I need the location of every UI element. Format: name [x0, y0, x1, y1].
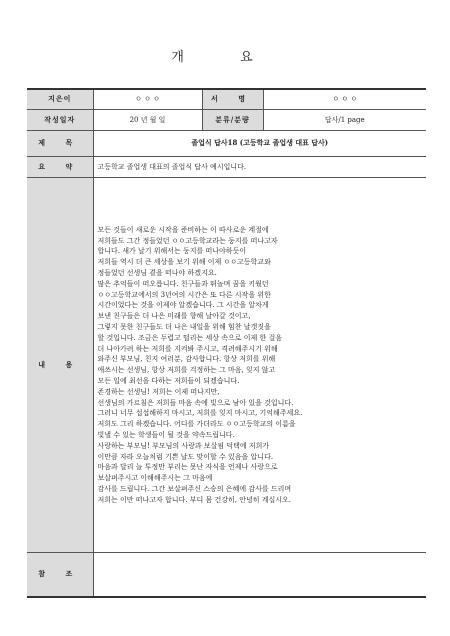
content-line: 저희들도 그간 정들었던 ㅇㅇ고등학교라는 둥지를 떠나고자 — [97, 236, 278, 245]
content-line: 선생님의 가르침은 저희들 마음 속에 빛으로 남아 있을 것입니다. — [97, 398, 294, 407]
category-value: 답사/1 page — [263, 109, 426, 130]
summary-value: 고등학교 졸업생 대표의 졸업식 답사 예시입니다. — [93, 157, 426, 178]
content-line: 빛낼 수 있는 학생들이 될 것을 약속드립니다. — [97, 430, 235, 439]
reference-label: 참 조 — [27, 552, 93, 597]
content-line: 저희는 이만 떠나고자 합니다. 부디 몸 건강히, 안녕히 계십시오. — [97, 495, 292, 504]
content-line: 이만큼 자라 오늘처럼 기쁜 날도 맞이할 수 있음을 압니다. — [97, 452, 274, 461]
content-line: 모든 것들이 새로운 시작을 준비하는 이 따사로운 계절에 — [97, 225, 269, 234]
reference-value — [93, 552, 426, 597]
subject-label: 제 목 — [27, 130, 93, 157]
content-line: 많은 추억들이 떠오릅니다. 친구들과 뛰놀며 꿈을 키웠던 — [97, 279, 269, 288]
date-value: 20 년 월 일 — [93, 109, 202, 130]
content-line: 정들었던 선생님 곁을 떠나야 하겠지요. — [97, 269, 217, 278]
name-value: ㅇ ㅇ ㅇ — [263, 89, 426, 109]
content-line: 시간이었다는 것을 이제야 알겠습니다. 그 시간을 알차게 — [97, 301, 269, 310]
content-line: 애쓰시는 선생님, 항상 저희를 걱정하는 그 마음, 잊지 않고 — [97, 366, 276, 375]
content-line: 와주신 부모님, 친지 여러분, 감사합니다. 항상 저희를 위해 — [97, 355, 276, 364]
content-line: 감사를 드립니다. 그간 보살펴주신 스승의 은혜에 감사를 드리며 — [97, 484, 292, 493]
summary-label: 요 약 — [27, 157, 93, 178]
content-lines — [98, 225, 423, 506]
subject-value: 졸업식 답사18 (고등학교 졸업생 대표 답사) — [93, 130, 426, 157]
row-date — [27, 109, 426, 130]
row-subject — [27, 130, 426, 157]
row-author — [27, 89, 426, 109]
content-line: 할 것입니다. 조금은 두렵고 떨리는 세상 속으로 이제 한 걸음 — [97, 333, 283, 342]
content-line: 합니다. 새가 날기 위해서는 둥지를 떠나야하듯이 — [97, 247, 247, 256]
content-body — [93, 178, 426, 553]
content-line: 더 나아가려 하는 저희를 지켜봐 주시고, 격려해주시기 위해 — [97, 344, 278, 353]
row-summary — [27, 157, 426, 178]
name-label: 서 명 — [202, 89, 263, 109]
content-line: ㅇㅇ고등학교에서의 3년여의 시간은 또 다른 시작을 위한 — [97, 290, 271, 299]
row-reference — [27, 552, 426, 597]
content-line: 저희도 그리 하겠습니다. 어디를 가더라도 ㅇㅇ고등학교의 이름을 — [97, 420, 296, 429]
content-label: 내 용 — [27, 178, 93, 553]
content-line: 보낸 친구들은 더 나은 미래를 향해 날아갈 것이고, — [97, 312, 251, 321]
content-line: 사랑하는 부모님! 부모님의 사랑과 보살핌 덕택에 저희가 — [97, 441, 270, 450]
content-line: 보살펴주시고 이해해주시는 그 마음에 — [97, 474, 213, 483]
category-label: 분류/분량 — [202, 109, 263, 130]
content-line: 저희들 역시 더 큰 세상을 보기 위해 이제 ㅇㅇ고등학교와 — [97, 258, 271, 267]
author-label: 지은이 — [27, 89, 93, 109]
document-title: 개 요 — [171, 50, 279, 65]
row-content — [27, 178, 426, 553]
content-line: 존경하는 선생님! 저희는 이제 떠나지만, — [97, 387, 220, 396]
content-line: 모든 일에 최선을 다하는 저희들이 되겠습니다. — [97, 376, 240, 385]
summary-form-table — [27, 88, 426, 598]
content-line: 마음과 달리 늘 투정만 부리는 못난 자식을 언제나 사랑으로 — [97, 463, 278, 472]
content-line: 그러니 너무 섭섭해하지 마시고, 저희를 잊지 마시고, 기억해주세요. — [97, 409, 303, 418]
author-value: ㅇ ㅇ ㅇ — [93, 89, 202, 109]
content-line: 그렇지 못한 친구들도 더 나은 내일을 위해 힘찬 날갯짓을 — [97, 323, 271, 331]
date-label: 작성일자 — [27, 109, 93, 130]
